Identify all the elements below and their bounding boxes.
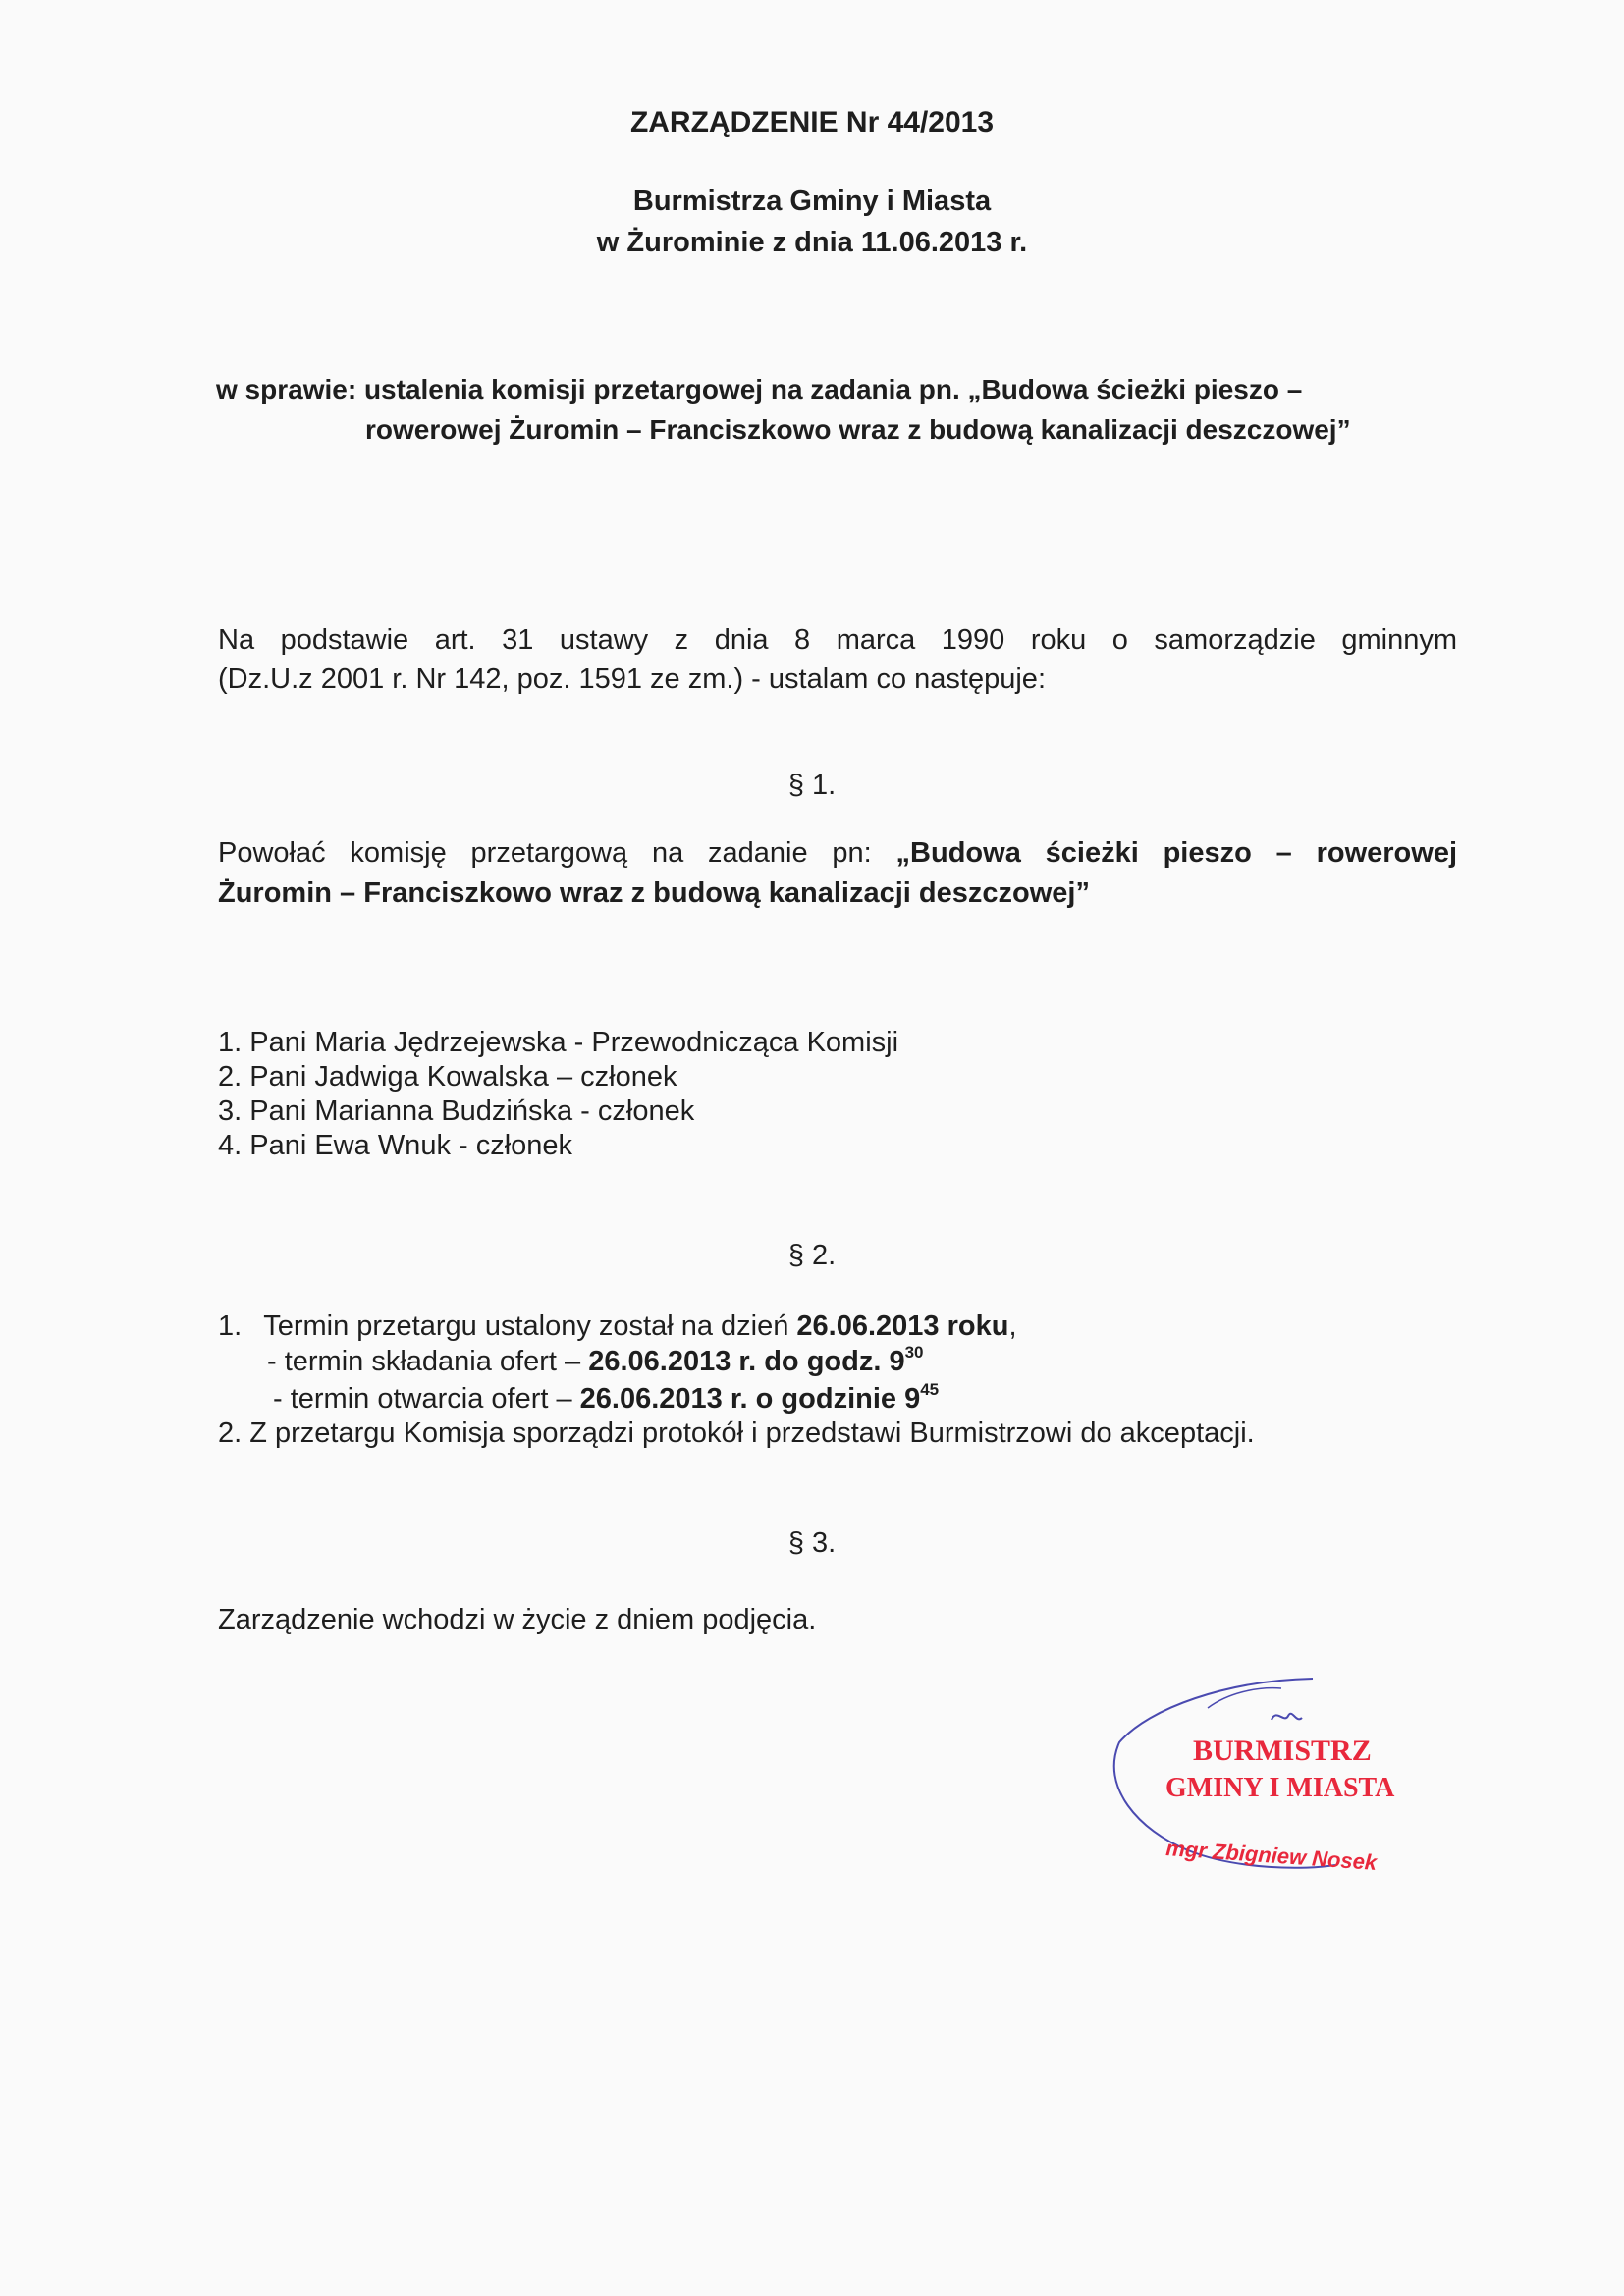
subject-line-1: w sprawie: ustalenia komisji przetargowej na zadania pn. „Budowa ścieżki pieszo – xyxy=(216,374,1303,404)
opening-time-value: 26.06.2013 r. o godzinie 9 xyxy=(579,1383,921,1415)
subject-line-2: rowerowej Żuromin – Franciszkowo wraz z budową kanalizacji deszczowej” xyxy=(365,414,1351,445)
stamp-signatory: mgr Zbigniew Nosek xyxy=(1164,1836,1379,1875)
issuer-line-1: Burmistrza Gminy i Miasta xyxy=(632,186,992,217)
submission-deadline xyxy=(267,1345,924,1379)
section-2-item-1-number: 1. xyxy=(218,1310,243,1342)
signature-mark xyxy=(1272,1714,1302,1720)
submission-deadline-label: - termin składania ofert – xyxy=(267,1346,589,1377)
section-1-heading: § 1. xyxy=(787,770,837,801)
stamp-line-1: BURMISTRZ xyxy=(1193,1735,1372,1767)
section-1-intro-normal: Powołać komisję przetargową na zadanie pn: xyxy=(218,837,896,869)
issuer-line-2: w Żurominie z dnia 11.06.2013 r. xyxy=(596,227,1028,258)
preamble-line-1: Na podstawie art. 31 ustawy z dnia 8 marca 1990 roku o samorządzie gminnym xyxy=(218,624,1457,656)
section-2-item-2: 2. Z przetargu Komisja sporządzi protokół i przedstawi Burmistrzowi do akceptacji. xyxy=(218,1417,1255,1449)
section-2-item-1-end: , xyxy=(1008,1310,1017,1342)
section-1-intro-bold: „Budowa ścieżki pieszo – rowerowej xyxy=(895,837,1457,869)
opening-time-minutes: 45 xyxy=(920,1380,940,1399)
section-2-item-1-date: 26.06.2013 roku xyxy=(796,1310,1009,1342)
document-title: ZARZĄDZENIE Nr 44/2013 xyxy=(629,106,995,138)
submission-deadline-value: 26.06.2013 r. do godz. 9 xyxy=(588,1346,905,1377)
member-2: 2. Pani Jadwiga Kowalska – członek xyxy=(218,1061,677,1093)
stamp-line-2: GMINY I MIASTA xyxy=(1165,1773,1395,1803)
section-3-text: Zarządzenie wchodzi w życie z dniem podjęcia. xyxy=(218,1604,817,1635)
member-4: 4. Pani Ewa Wnuk - członek xyxy=(218,1130,573,1161)
member-1: 1. Pani Maria Jędrzejewska - Przewodnicząca Komisji xyxy=(218,1027,899,1058)
section-2-heading: § 2. xyxy=(787,1240,837,1271)
section-2-item-1-text: Termin przetargu ustalony został na dzień xyxy=(263,1310,797,1342)
preamble-line-2: (Dz.U.z 2001 r. Nr 142, poz. 1591 ze zm.) - ustalam co następuje: xyxy=(218,664,1046,695)
submission-deadline-minutes: 30 xyxy=(904,1343,924,1362)
official-stamp xyxy=(1110,1669,1453,1895)
member-3: 3. Pani Marianna Budzińska - członek xyxy=(218,1095,695,1127)
section-1-intro-line-2: Żuromin – Franciszkowo wraz z budową kanalizacji deszczowej” xyxy=(218,878,1090,909)
opening-time-label: - termin otwarcia ofert – xyxy=(273,1383,580,1415)
section-1-intro-line-1 xyxy=(218,836,1457,871)
section-3-heading: § 3. xyxy=(787,1527,837,1559)
section-2-item-1 xyxy=(218,1309,1017,1344)
opening-time xyxy=(273,1382,939,1416)
